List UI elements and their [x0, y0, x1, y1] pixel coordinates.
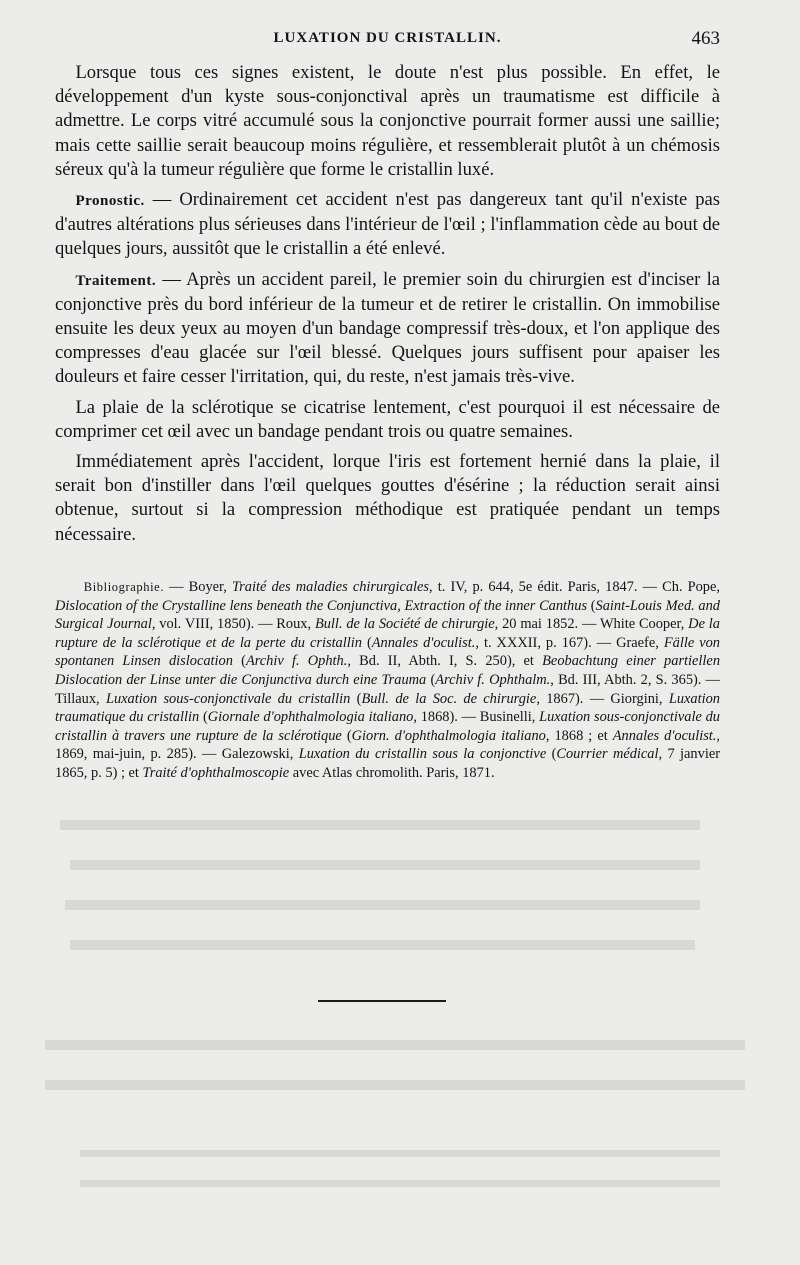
show-through-band — [45, 1080, 745, 1090]
show-through-band — [70, 940, 695, 950]
bibliography-label: Bibliographie. — [83, 580, 165, 594]
bib-title: Bull. de la Société de chirurgie — [314, 616, 495, 633]
bib-text: ( — [546, 746, 557, 763]
bib-title: Luxation du cristallin sous la conjonctive — [298, 746, 547, 763]
running-header — [55, 30, 720, 56]
body-text — [55, 61, 720, 553]
bib-text: ( — [232, 653, 246, 670]
bib-text: , 1869, mai-juin, p. 285). — Galezowski, — [55, 727, 721, 763]
page-number: 463 — [691, 28, 720, 49]
bib-text: ( — [341, 727, 352, 744]
bib-title: Giornale d'ophthalmologia italiano — [207, 709, 414, 726]
bib-title: Luxation traumatique du cristallin — [55, 690, 720, 726]
bib-text: ( — [350, 690, 362, 707]
running-title: LUXATION DU CRISTALLIN. — [273, 30, 502, 46]
bib-title: Traité des maladies chirurgicales — [231, 579, 430, 595]
bib-text: , vol. VIII, 1850). — Roux, — [151, 616, 315, 633]
bibliography — [55, 578, 720, 783]
bib-title: Archiv f. Ophth. — [245, 653, 348, 670]
paragraph-pronostic — [55, 188, 720, 262]
show-through-band — [45, 1040, 745, 1050]
bib-text: — Boyer, — [164, 579, 232, 595]
paragraph-traitement — [55, 268, 720, 390]
bib-text: ( — [199, 709, 208, 726]
bib-title: Luxation sous-conjonctivale du cristallin à travers une rupture de la sclérotique — [55, 709, 720, 744]
paragraph-signs: Lorsque tous ces signes existent, le doute n'est plus possible. En effet, le développement d'un kyste sous-conjonctival après un traumatisme est difficile à admettre. Le corps vitré accumulé sous la conjonctive pourrait former aussi une saillie; mais cette saillie serait beaucoup moins régulière, et ressemblerait plutôt à un chémosis séreux qu'à la tumeur régulière que forme le cristallin luxé. — [55, 62, 720, 180]
show-through-band — [80, 1150, 720, 1157]
bib-title: Dislocation of the Crystalline lens beneath the Conjunctiva, Extraction of the inner Canthus — [55, 597, 588, 614]
bib-text: ( — [361, 634, 372, 651]
bib-title: Annales d'oculist. — [371, 634, 476, 651]
bib-text: avec Atlas chromolith. Paris, 1871. — [289, 764, 495, 781]
bib-text: ( — [426, 671, 436, 688]
traitement-text: — Après un accident pareil, le premier soin du chirurgien est d'inciser la conjonctive près du bord inférieur de la tumeur et de retirer le cristallin. On immobilise ensuite les deux yeux au moyen d'un bandage compressif très-doux, et l'on applique des compresses d'eau glacée sur l'œil blessé. Quelques jours suffisent pour apaiser les douleurs et faire cesser l'irritation, qui, du reste, n'est jamais très-vive. — [55, 268, 720, 388]
bib-title: Courrier médical — [556, 746, 659, 763]
section-divider-rule — [318, 1000, 446, 1002]
bib-title: Archiv f. Ophthalm. — [435, 671, 551, 688]
bib-title: Giorn. d'ophthalmologia italiano — [351, 727, 546, 744]
bib-text: , 7 janvier 1865, p. 5) ; et — [55, 746, 720, 781]
paragraph-sclerotique: La plaie de la sclérotique se cicatrise lentement, c'est pourquoi il est nécessaire de comprimer cet œil avec un bandage pendant trois ou quatre semaines. — [55, 396, 720, 442]
show-through-band — [65, 900, 700, 910]
pronostic-heading: Pronostic. — [75, 193, 145, 210]
bib-title: Beobachtung einer partiellen Dislocation der Linse unter die Conjunctiva durch eine Trauma — [55, 653, 721, 688]
bib-title: Saint-Louis Med. and Surgical Journal — [55, 597, 720, 633]
bib-title: Bull. de la Soc. de chirurgie — [361, 690, 537, 707]
show-through-band — [80, 1180, 720, 1187]
bib-title: Luxation sous-conjonctivale du cristallin — [105, 690, 351, 707]
traitement-heading: Traitement. — [75, 272, 157, 289]
bib-title: Traité d'ophthalmoscopie — [142, 764, 290, 781]
bib-text: , Bd. III, Abth. 2, S. 365). — Tillaux, — [55, 671, 721, 707]
bib-text: , 1868 ; et — [545, 727, 613, 744]
bib-text: , 1867). — Giorgini, — [536, 690, 669, 707]
show-through-band — [70, 860, 700, 870]
bib-text: , t. IV, p. 644, 5e édit. Paris, 1847. — Ch. Pope, — [429, 579, 720, 595]
bib-title: Fälle von spontanen Linsen dislocation — [55, 634, 720, 670]
bib-text: , Bd. II, Abth. I, S. 250), et — [347, 653, 543, 670]
bib-title: De la rupture de la sclérotique et de la perte du cristallin — [55, 616, 720, 651]
bib-text: , 20 mai 1852. — White Cooper, — [494, 616, 689, 633]
pronostic-text: — Ordinairement cet accident n'est pas dangereux tant qu'il n'existe pas d'autres altérations plus sérieuses dans l'intérieur de l'œil ; l'inflammation cède au bout de quelques jours, aussitôt que le cristallin a été enlevé. — [55, 189, 720, 260]
paragraph-immediatement: Immédiatement après l'accident, lorque l'iris est fortement hernié dans la plaie, il serait bon d'instiller dans l'œil quelques gouttes d'ésérine ; la réduction serait ainsi obtenue, surtout si la compression méthodique est pratiquée pendant un temps nécessaire. — [55, 451, 720, 545]
bib-text: , t. XXXII, p. 167). — Graefe, — [475, 634, 664, 651]
bib-text: ( — [587, 597, 596, 614]
bib-text: , 1868). — Businelli, — [413, 709, 540, 726]
show-through-band — [60, 820, 700, 830]
bib-title: Annales d'oculist. — [612, 727, 717, 744]
